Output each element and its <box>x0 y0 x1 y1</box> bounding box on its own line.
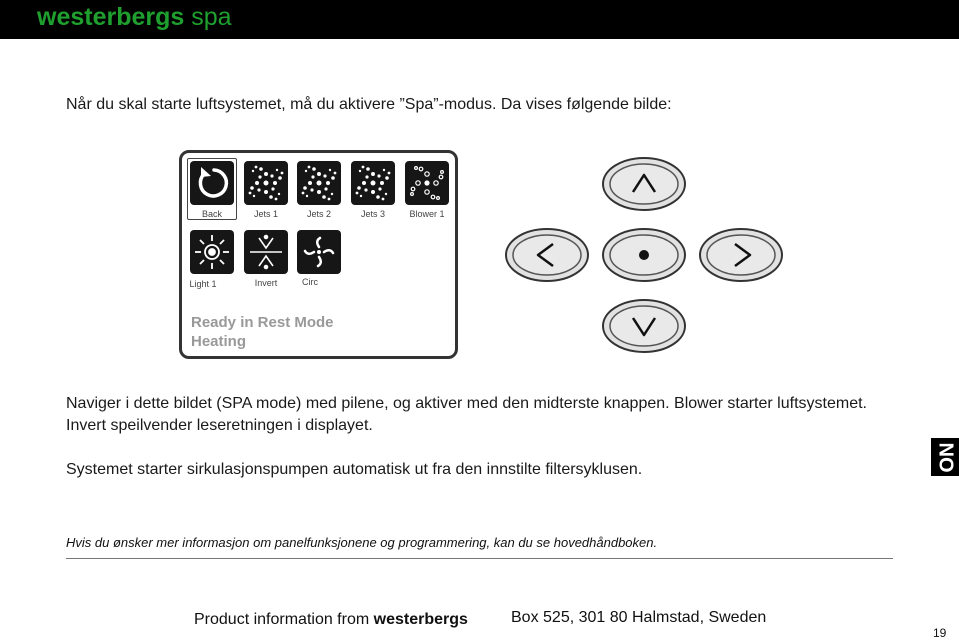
tile-label-light-1: Light 1 <box>189 279 217 289</box>
status-heating: Heating <box>191 333 247 350</box>
circ-instruction: Systemet starter sirkulasjonspumpen automatisk ut fra den innstilte filtersyklusen. <box>66 461 643 478</box>
nav-instruction-line-2: Invert speilvender leseretningen i displayet. <box>66 417 373 434</box>
up-button[interactable] <box>601 156 687 212</box>
footer-brand: westerbergs <box>373 611 468 628</box>
tile-label-jets-1: Jets 1 <box>253 209 278 219</box>
divider-line <box>66 558 893 559</box>
brand-name-bold: westerbergs <box>37 3 185 31</box>
circ-tile[interactable] <box>297 230 341 274</box>
brand-logo <box>37 2 232 32</box>
language-tab <box>931 438 959 476</box>
brand-name-light: spa <box>184 3 232 31</box>
status-ready: Ready in Rest Mode <box>191 314 334 331</box>
footer-address: Box 525, 301 80 Halmstad, Sweden <box>511 609 767 626</box>
footer-product-info <box>194 611 468 629</box>
left-button[interactable] <box>504 227 590 283</box>
jets-2-tile[interactable] <box>297 161 341 205</box>
language-code: NO <box>934 442 957 472</box>
tile-label-jets-3: Jets 3 <box>360 209 385 219</box>
manual-note: Hvis du ønsker mer informasjon om panelfunksjonene og programmering, kan du se hovedhåndboken. <box>66 535 658 550</box>
tile-label-jets-2: Jets 2 <box>306 209 331 219</box>
invert-tile[interactable] <box>244 230 288 274</box>
nav-instruction-line-1: Naviger i dette bildet (SPA mode) med pilene, og aktiver med den midterste knappen. Blower starter luftsystemet. <box>66 395 867 412</box>
tile-label-invert: Invert <box>254 278 278 288</box>
right-button[interactable] <box>698 227 784 283</box>
light-1-tile[interactable] <box>190 230 234 274</box>
intro-text: Når du skal starte luftsystemet, må du aktivere ”Spa”-modus. Da vises følgende bilde: <box>66 96 672 113</box>
tile-label-back: Back <box>201 209 222 219</box>
spa-display-panel <box>179 150 458 359</box>
blower-1-tile[interactable] <box>405 161 449 205</box>
tile-label-blower-1: Blower 1 <box>409 209 445 219</box>
center-dot-icon <box>639 250 649 260</box>
down-button[interactable] <box>601 298 687 354</box>
jets-3-tile[interactable] <box>351 161 395 205</box>
center-button[interactable] <box>601 227 687 283</box>
header-bar <box>0 0 959 39</box>
jets-1-tile[interactable] <box>244 161 288 205</box>
footer-product-prefix: Product information from <box>194 611 374 628</box>
tile-label-circ: Circ <box>302 277 318 287</box>
page-number: 19 <box>933 626 947 640</box>
back-tile[interactable] <box>190 161 234 205</box>
